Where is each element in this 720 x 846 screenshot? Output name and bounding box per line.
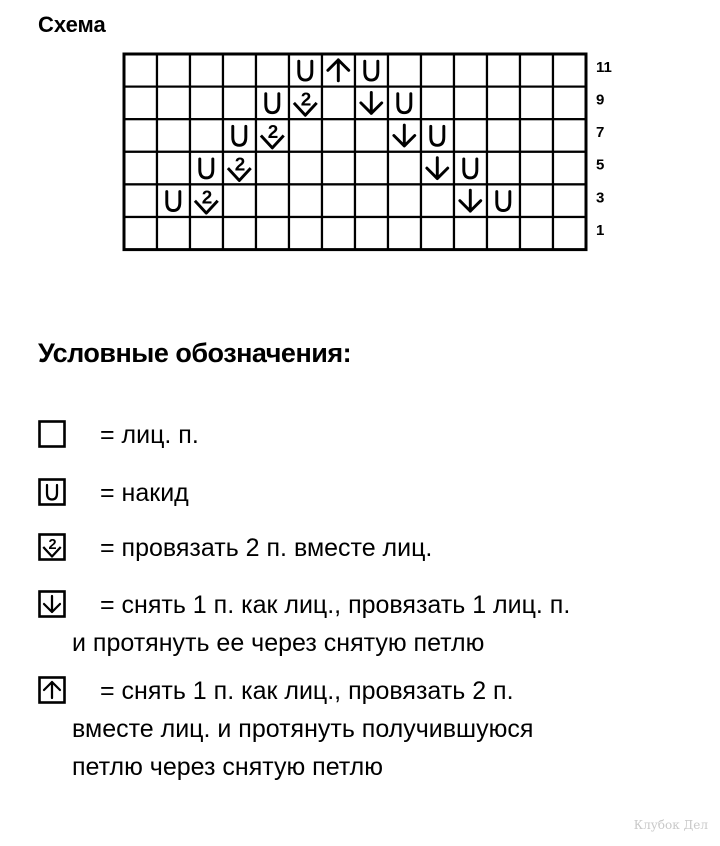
grid-cell <box>322 184 355 217</box>
grid-cell <box>388 87 421 120</box>
grid-cell <box>289 184 322 217</box>
grid-cell <box>520 152 553 185</box>
grid-cell <box>289 217 322 250</box>
grid-cell <box>322 119 355 152</box>
grid-cell <box>454 217 487 250</box>
grid-cell <box>256 217 289 250</box>
grid-cell <box>520 119 553 152</box>
grid-cell <box>520 54 553 87</box>
grid-cell <box>355 217 388 250</box>
row-number: 3 <box>596 189 605 207</box>
grid-cell <box>454 87 487 120</box>
grid-cell <box>223 54 256 87</box>
grid-cell <box>553 119 586 152</box>
grid-cell <box>157 184 190 217</box>
grid-cell <box>190 217 223 250</box>
grid-cell <box>553 54 586 87</box>
grid-cell <box>355 54 388 87</box>
grid-cell <box>454 152 487 185</box>
arrow-down-icon <box>38 590 66 618</box>
grid-cell <box>355 119 388 152</box>
grid-cell <box>388 217 421 250</box>
grid-cell <box>223 184 256 217</box>
legend-text: вместе лиц. и протянуть получившуюся <box>72 715 534 743</box>
grid-cell <box>256 54 289 87</box>
grid-cell <box>124 152 157 185</box>
grid-cell <box>388 184 421 217</box>
legend-text: = накид <box>100 479 189 507</box>
grid-cell <box>256 184 289 217</box>
legend-text: и протянуть ее через снятую петлю <box>72 629 485 657</box>
grid-cell <box>520 87 553 120</box>
grid-cell <box>454 119 487 152</box>
k2tog-icon <box>38 533 66 561</box>
grid-cell <box>553 217 586 250</box>
grid-cell <box>157 87 190 120</box>
grid-cell <box>487 217 520 250</box>
legend-title: Условные обозначения: <box>38 338 352 368</box>
row-number: 11 <box>596 58 612 76</box>
grid-cell <box>190 119 223 152</box>
grid-cell <box>421 119 454 152</box>
grid-cell <box>157 119 190 152</box>
row-number: 9 <box>596 91 605 109</box>
grid-cell <box>487 184 520 217</box>
grid-cell <box>520 184 553 217</box>
legend-text: = снять 1 п. как лиц., провязать 2 п. <box>100 677 514 705</box>
k2tog-number: 2 <box>48 537 57 553</box>
grid-cell <box>322 152 355 185</box>
grid-cell <box>124 217 157 250</box>
arrow-up-icon <box>38 676 66 704</box>
grid-cell <box>487 152 520 185</box>
grid-cell <box>421 87 454 120</box>
grid-cell <box>388 152 421 185</box>
row-number: 1 <box>596 221 605 239</box>
grid-cell <box>322 217 355 250</box>
grid-cell <box>421 217 454 250</box>
grid-cell <box>421 184 454 217</box>
k2tog-number: 2 <box>201 187 213 209</box>
grid-cell <box>124 54 157 87</box>
legend-text: = провязать 2 п. вместе лиц. <box>100 534 433 562</box>
grid-cell <box>289 119 322 152</box>
grid-cell <box>322 87 355 120</box>
legend-text: = снять 1 п. как лиц., провязать 1 лиц. п. <box>100 591 571 619</box>
legend-box <box>40 480 65 505</box>
yarn-over-icon <box>38 478 66 506</box>
legend-box <box>40 422 65 447</box>
k2tog-number: 2 <box>300 89 312 111</box>
row-number: 7 <box>596 124 605 142</box>
grid-cell <box>487 87 520 120</box>
grid-cell <box>355 152 388 185</box>
grid-cell <box>256 87 289 120</box>
legend-text: = лиц. п. <box>100 421 199 449</box>
grid-cell <box>190 54 223 87</box>
grid-cell <box>223 87 256 120</box>
k2tog-number: 2 <box>234 154 246 176</box>
grid-cell <box>124 184 157 217</box>
grid-cell <box>289 152 322 185</box>
watermark: Клубок Дел <box>633 818 708 832</box>
grid-cell <box>487 54 520 87</box>
grid-cell <box>190 152 223 185</box>
chart-title: Схема <box>38 12 106 37</box>
grid-cell <box>124 119 157 152</box>
knitting-chart <box>0 0 720 300</box>
grid-cell <box>553 184 586 217</box>
grid-cell <box>553 87 586 120</box>
grid-cell <box>487 119 520 152</box>
legend-text: петлю через снятую петлю <box>72 753 384 781</box>
row-number: 5 <box>596 156 605 174</box>
k2tog-number: 2 <box>267 122 279 144</box>
grid-cell <box>124 87 157 120</box>
grid-cell <box>256 152 289 185</box>
grid-cell <box>553 152 586 185</box>
grid-cell <box>223 119 256 152</box>
grid-cell <box>520 217 553 250</box>
grid-cell <box>355 184 388 217</box>
grid-cell <box>223 217 256 250</box>
grid-cell <box>157 54 190 87</box>
blank-cell-icon <box>38 420 66 448</box>
grid-cell <box>421 54 454 87</box>
grid-cell <box>157 152 190 185</box>
grid-cell <box>289 54 322 87</box>
grid-cell <box>190 87 223 120</box>
grid-cell <box>454 54 487 87</box>
grid-cell <box>157 217 190 250</box>
grid-cell <box>388 54 421 87</box>
